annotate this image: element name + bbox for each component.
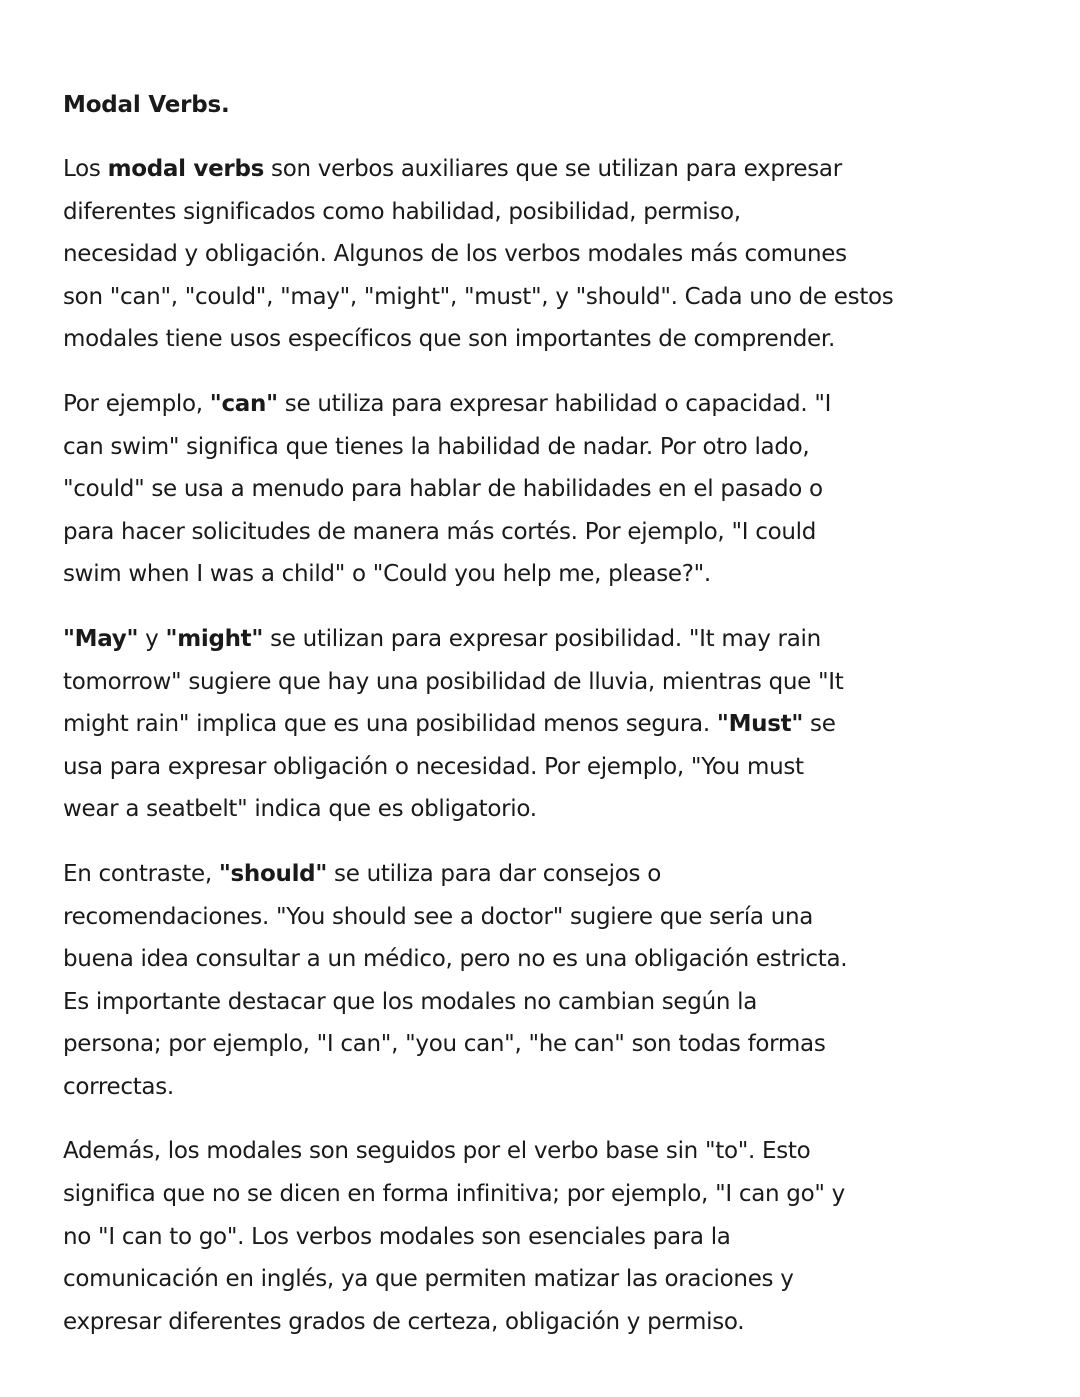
- text-line: [63, 981, 1023, 1024]
- text-line: [63, 511, 1023, 554]
- text-line: [63, 383, 1023, 426]
- paragraph-2: [63, 383, 1023, 596]
- text-run: usa para expresar obligación o necesidad. Por ejemplo, "You must: [63, 753, 804, 780]
- text-run: En contraste,: [63, 860, 219, 887]
- text-line: [63, 1066, 1023, 1109]
- text-run: se: [803, 711, 836, 738]
- text-run: no "I can to go". Los verbos modales son esenciales para la: [63, 1223, 731, 1250]
- text-run: Por ejemplo,: [63, 390, 210, 417]
- bold-term: "May": [63, 625, 139, 652]
- text-line: [63, 703, 1023, 746]
- text-run: Es importante destacar que los modales no cambian según la: [63, 988, 758, 1015]
- text-line: [63, 468, 1023, 511]
- text-run: buena idea consultar a un médico, pero no es una obligación estricta.: [63, 946, 848, 973]
- text-run: significa que no se dicen en forma infinitiva; por ejemplo, "I can go" y: [63, 1181, 845, 1208]
- text-run: swim when I was a child" o "Could you help me, please?".: [63, 561, 711, 588]
- document-page: [63, 84, 1023, 1343]
- text-line: [63, 618, 1023, 661]
- text-line: [63, 233, 1023, 276]
- text-line: [63, 553, 1023, 596]
- text-line: [63, 661, 1023, 704]
- text-run: Además, los modales son seguidos por el verbo base sin "to". Esto: [63, 1138, 811, 1165]
- text-run: might rain" implica que es una posibilidad menos segura.: [63, 711, 717, 738]
- text-line: [63, 938, 1023, 981]
- text-line: [63, 746, 1023, 789]
- text-line: [63, 318, 1023, 361]
- text-line: [63, 148, 1023, 191]
- text-run: se utiliza para expresar habilidad o capacidad. "I: [277, 390, 832, 417]
- text-run: para hacer solicitudes de manera más cortés. Por ejemplo, "I could: [63, 518, 817, 545]
- text-run: se utilizan para expresar posibilidad. "It may rain: [263, 625, 821, 652]
- text-run: y: [138, 625, 166, 652]
- paragraph-4: [63, 853, 1023, 1109]
- text-line: [63, 1216, 1023, 1259]
- text-run: se utiliza para dar consejos o: [327, 860, 661, 887]
- text-run: son "can", "could", "may", "might", "must", y "should". Cada uno de estos: [63, 283, 894, 310]
- paragraph-5: [63, 1130, 1023, 1343]
- document-title: Modal Verbs.: [63, 92, 230, 118]
- text-line: [63, 1258, 1023, 1301]
- bold-term: "should": [218, 860, 328, 887]
- text-run: comunicación en inglés, ya que permiten matizar las oraciones y: [63, 1266, 794, 1293]
- text-line: [63, 191, 1023, 234]
- text-run: son verbos auxiliares que se utilizan para expresar: [264, 156, 842, 182]
- bold-term: "might": [165, 625, 264, 652]
- text-run: can swim" significa que tienes la habilidad de nadar. Por otro lado,: [63, 433, 810, 460]
- text-run: persona; por ejemplo, "I can", "you can", "he can" son todas formas: [63, 1031, 826, 1058]
- text-run: expresar diferentes grados de certeza, obligación y permiso.: [63, 1308, 745, 1335]
- bold-term: modal verbs: [107, 156, 265, 182]
- text-run: tomorrow" sugiere que hay una posibilidad de lluvia, mientras que "It: [63, 668, 844, 695]
- text-run: Los: [63, 156, 108, 182]
- text-line: [63, 788, 1023, 831]
- text-line: [63, 276, 1023, 319]
- text-run: correctas.: [63, 1073, 174, 1100]
- text-line: [63, 1173, 1023, 1216]
- bold-term: "can": [209, 390, 278, 417]
- text-line: [63, 426, 1023, 469]
- paragraph-1: [63, 148, 1023, 361]
- document-body: [63, 148, 1023, 1343]
- text-line: [63, 853, 1023, 896]
- text-run: "could" se usa a menudo para hablar de habilidades en el pasado o: [63, 476, 823, 503]
- text-line: [63, 1301, 1023, 1344]
- text-line: [63, 896, 1023, 939]
- text-run: modales tiene usos específicos que son importantes de comprender.: [63, 326, 835, 353]
- paragraph-3: [63, 618, 1023, 831]
- text-run: necesidad y obligación. Algunos de los verbos modales más comunes: [63, 241, 847, 268]
- text-run: diferentes significados como habilidad, posibilidad, permiso,: [63, 198, 741, 225]
- text-line: [63, 1023, 1023, 1066]
- text-run: wear a seatbelt" indica que es obligatorio.: [63, 796, 537, 823]
- text-line: [63, 1130, 1023, 1173]
- bold-term: "Must": [716, 711, 804, 738]
- text-run: recomendaciones. "You should see a doctor" sugiere que sería una: [63, 903, 814, 930]
